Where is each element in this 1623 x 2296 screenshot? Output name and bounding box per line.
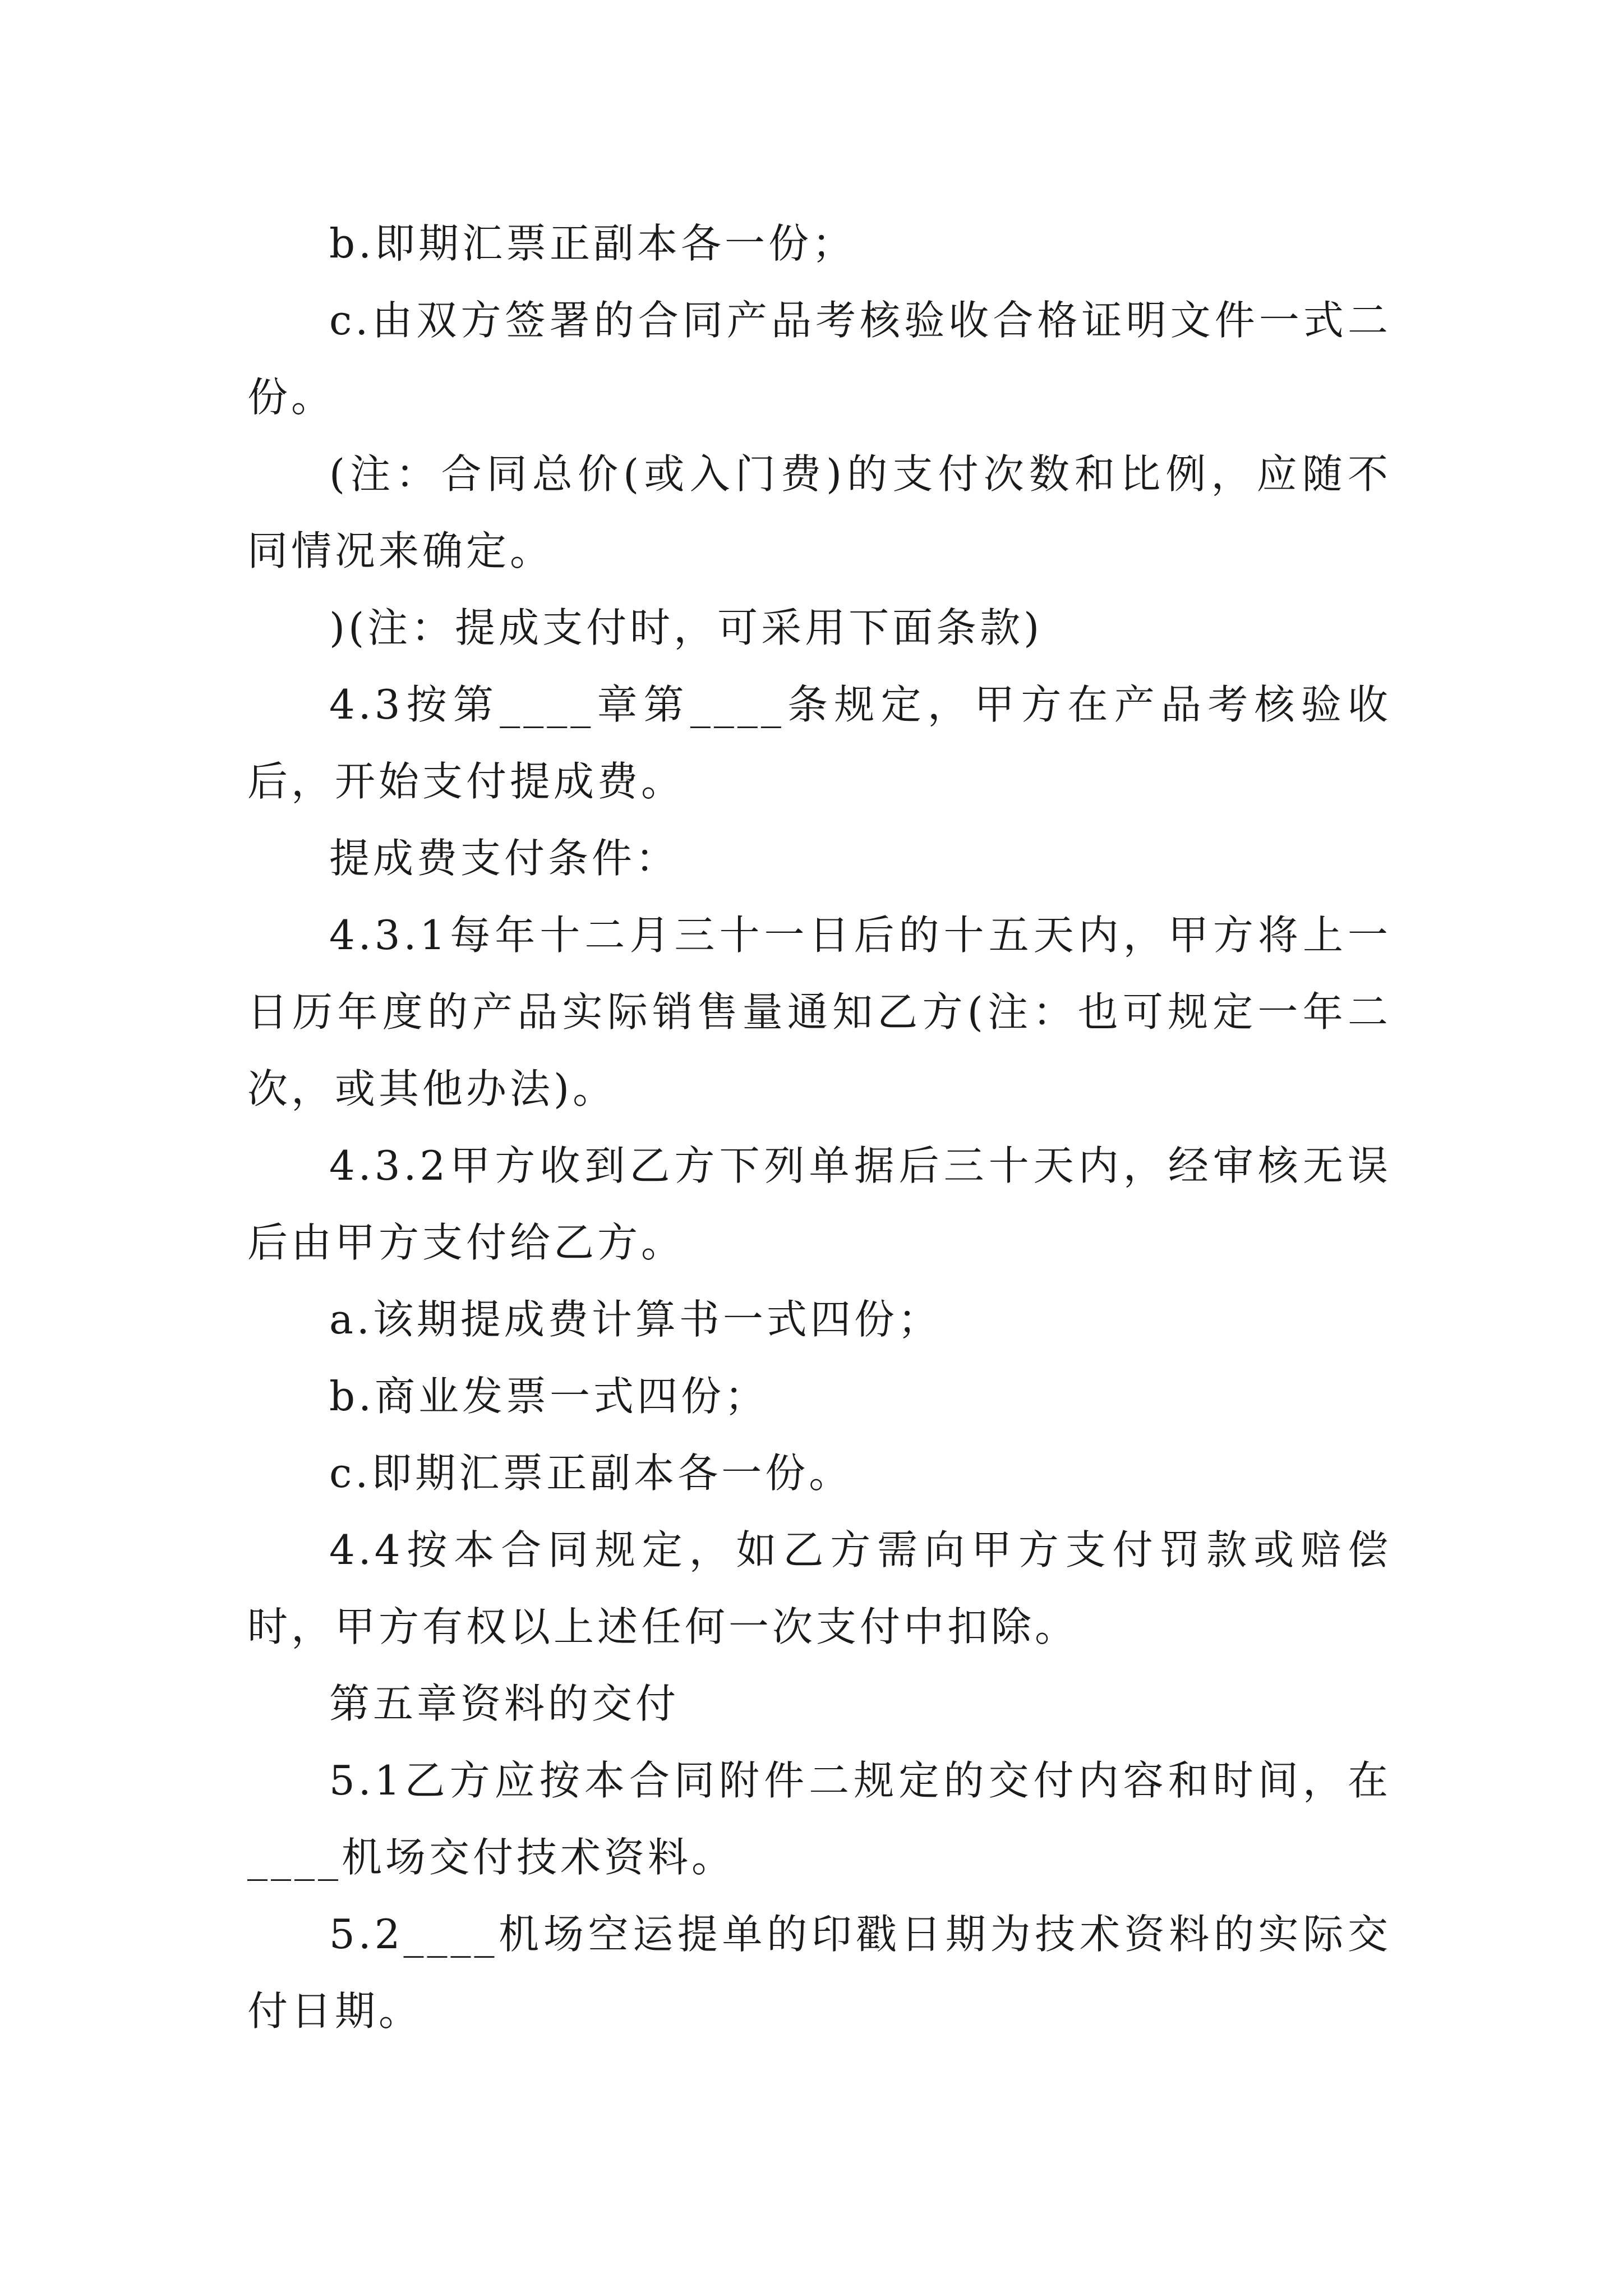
- section-heading: 第五章资料的交付: [329, 1680, 680, 1727]
- paragraph: c.由双方签署的合同产品考核验收合格证明文件一式二份。: [247, 297, 1391, 421]
- paragraph: 提成费支付条件：: [329, 835, 680, 882]
- paragraph: a.该期提成费计算书一式四份；: [329, 1296, 942, 1343]
- paragraph: 4.4按本合同规定，如乙方需向甲方支付罚款或赔偿时，甲方有权以上述任何一次支付中扣除。: [247, 1526, 1391, 1650]
- paragraph: 5.1乙方应按本合同附件二规定的交付内容和时间，在____机场交付技术资料。: [247, 1757, 1391, 1881]
- document-body: [247, 205, 1391, 2050]
- paragraph: b.商业发票一式四份；: [329, 1373, 768, 1420]
- paragraph: (注：合同总价(或入门费)的支付次数和比例，应随不同情况来确定。: [247, 450, 1391, 574]
- paragraph: 4.3按第____章第____条规定，甲方在产品考核验收后，开始支付提成费。: [247, 681, 1391, 805]
- paragraph: b.即期汇票正副本各一份；: [329, 220, 856, 267]
- paragraph: 4.3.2甲方收到乙方下列单据后三十天内，经审核无误后由甲方支付给乙方。: [247, 1142, 1391, 1266]
- paragraph: 5.2____机场空运提单的印戳日期为技术资料的实际交付日期。: [247, 1911, 1391, 2035]
- paragraph: c.即期汇票正副本各一份。: [329, 1450, 853, 1497]
- paragraph: 4.3.1每年十二月三十一日后的十五天内，甲方将上一日历年度的产品实际销售量通知乙方(注：也可规定一年二次，或其他办法)。: [247, 912, 1391, 1112]
- paragraph: )(注：提成支付时，可采用下面条款): [329, 604, 1043, 651]
